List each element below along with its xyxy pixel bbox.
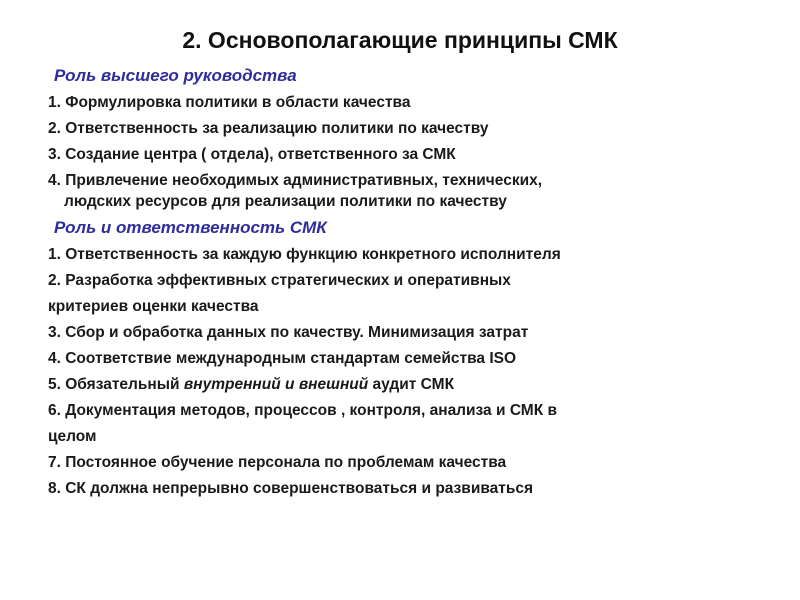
section2-item-2: 2. Разработка эффективных стратегических и оперативных [48,272,511,289]
section2-item-6: 6. Документация методов, процессов , контроля, анализа и СМК в [48,402,558,419]
section1-item-1: 1. Формулировка политики в области качества [48,94,411,111]
section2-item-2-cont: критериев оценки качества [48,298,259,315]
section2-item-8: 8. СК должна непрерывно совершенствоваться и развиваться [48,480,534,497]
section2-item-1: 1. Ответственность за каждую функцию конкретного исполнителя [48,246,561,263]
section1-item-2: 2. Ответственность за реализацию политики по качеству [48,120,489,137]
section1-heading: Роль высшего руководства [54,66,297,85]
section2-item-5-prefix: 5. Обязательный [48,376,184,393]
section1-item-4: 4. Привлечение необходимых административных, технических, [48,172,543,189]
section2-item-3: 3. Сбор и обработка данных по качеству. Минимизация затрат [48,324,529,341]
section2-item-7: 7. Постоянное обучение персонала по проблемам качества [48,454,507,471]
section2-item-4: 4. Соответствие международным стандартам семейства ISO [48,350,517,367]
section2-item-5-emphasis: внутренний и внешний [183,376,369,393]
section2-item-6-cont: целом [48,428,97,445]
section2-item-5 [48,376,454,394]
section2-item-5-suffix: аудит СМК [368,376,455,393]
slide-title: 2. Основополагающие принципы СМК [182,27,618,53]
section2-heading: Роль и ответственность СМК [54,218,327,237]
section1-item-4-cont: людских ресурсов для реализации политики по качеству [64,193,507,210]
section1-item-3: 3. Создание центра ( отдела), ответственного за СМК [48,146,456,163]
